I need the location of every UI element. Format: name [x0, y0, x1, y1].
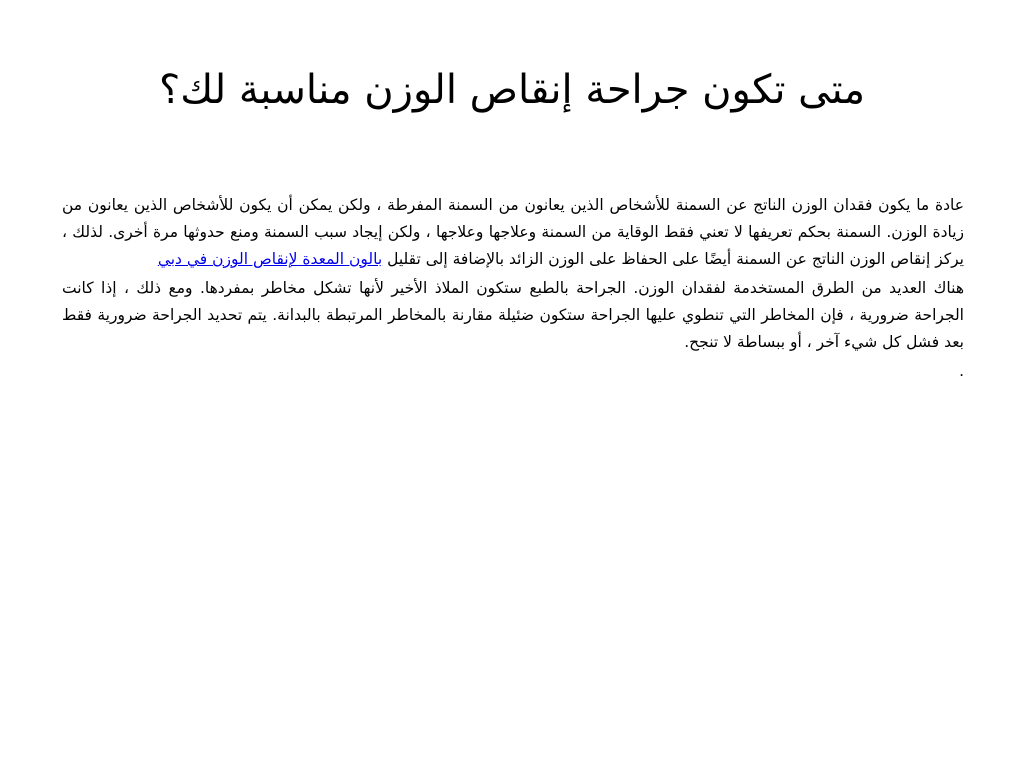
paragraph-intro	[62, 192, 964, 273]
gastric-balloon-dubai-link[interactable]: بالون المعدة لإنقاص الوزن في دبي	[157, 250, 383, 268]
slide-body	[62, 192, 964, 385]
paragraph-surgery: هناك العديد من الطرق المستخدمة لفقدان الوزن. الجراحة بالطبع ستكون الملاذ الأخير لأنها تشكل مخاطر بمفردها. ومع ذلك ، إذا كانت الجراحة ضرورية ، فإن المخاطر التي تنطوي عليها الجراحة ستكون ضئيلة مقارنة بالمخاطر المرتبطة بالبدانة. يتم تحديد الجراحة ضرورية فقط بعد فشل كل شيء آخر ، أو ببساطة لا تنجح.	[62, 279, 964, 351]
slide-title: متى تكون جراحة إنقاص الوزن مناسبة لك؟	[159, 67, 865, 113]
paragraph-end: .	[959, 362, 964, 380]
paragraph-intro-text: عادة ما يكون فقدان الوزن الناتج عن السمنة للأشخاص الذين يعانون من السمنة المفرطة ، ولكن يمكن أن يكون للأشخاص الذين يعانون من زيادة الوزن. السمنة بحكم تعريفها لا تعني فقط الوقاية من السمنة وعلاجها وعلاجها ، ولكن إيجاد سبب السمنة ومنع حدوثها مرة أخرى. لذلك ، يركز إنقاص الوزن الناتج عن السمنة أيضًا على الحفاظ على الوزن الزائد بالإضافة إلى تقليل	[62, 196, 964, 268]
